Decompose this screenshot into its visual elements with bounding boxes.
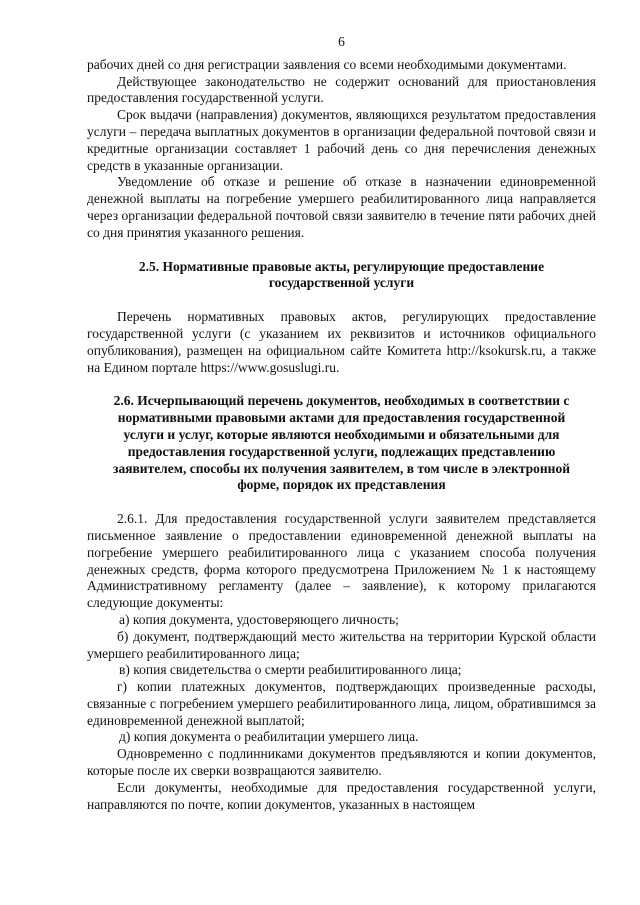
section-heading: 2.6. Исчерпывающий перечень документов, необходимых в соответствии с нормативными правовыми актами для предоставления государственной услуги и услуг, которые являются необходимыми и обязательными для предоставления государственной услуги, подлежащих представлению заявителем, способы их получения заявителем, в том числе в электронной форме, порядок их представления xyxy=(113,393,570,493)
paragraph: а) копия документа, удостоверяющего личность; xyxy=(119,611,399,627)
paragraph: рабочих дней со дня регистрации заявления со всеми необходимыми документами. xyxy=(87,56,567,72)
paragraph: Если документы, необходимые для предоставления государственной услуги, направляются по почте, копии документов, указанных в настоящем xyxy=(87,779,596,812)
paragraph: в) копия свидетельства о смерти реабилитированного лица; xyxy=(119,662,462,678)
paragraph: д) копия документа о реабилитации умершего лица. xyxy=(119,729,419,745)
section-heading: 2.5. Нормативные правовые акты, регулирующие предоставление государственной услуги xyxy=(138,258,545,291)
paragraph: Действующее законодательство не содержит оснований для приостановления предоставления государственной услуги. xyxy=(87,73,596,106)
paragraph: г) копии платежных документов, подтверждающих произведенные расходы, связанные с погребением умершего реабилитированного лица, лицом, обратившимся за единовременной денежной выплатой; xyxy=(87,679,596,728)
paragraph: Уведомление об отказе и решение об отказе в назначении единовременной денежной выплаты на погребение умершего реабилитированного лица направляется через организации федеральной почтовой связи заявителю в течение пяти рабочих дней со дня принятия указанного решения. xyxy=(87,174,596,240)
page-number: 6 xyxy=(338,34,345,49)
paragraph: Перечень нормативных правовых актов, регулирующих предоставление государственной услуги (с указанием их реквизитов и источников официального опубликования), размещен на официальном сайте Комитета http://ksokursk.ru, а также на Едином портале https://www.gosuslugi.ru. xyxy=(87,309,596,375)
paragraph: 2.6.1. Для предоставления государственной услуги заявителем представляется письменное заявление о предоставлении единовременной денежной выплаты на погребение умершего реабилитированного лица с указанием способа получения денежных средств, форма которого предусмотрена Приложением № 1 к настоящему Административному регламенту (далее – заявление), к которому прилагаются следующие документы: xyxy=(87,511,596,611)
document-body xyxy=(87,57,596,814)
paragraph: б) документ, подтверждающий место жительства на территории Курской области умершего реабилитированного лица; xyxy=(87,628,596,661)
paragraph: Одновременно с подлинниками документов предъявляются и копии документов, которые после их сверки возвращаются заявителю. xyxy=(87,746,596,779)
paragraph: Срок выдачи (направления) документов, являющихся результатом предоставления услуги – передача выплатных документов в организации федеральной почтовой связи и кредитные организации составляет 1 рабочий день со дня перечисления денежных средств в указанные организации. xyxy=(87,107,596,173)
